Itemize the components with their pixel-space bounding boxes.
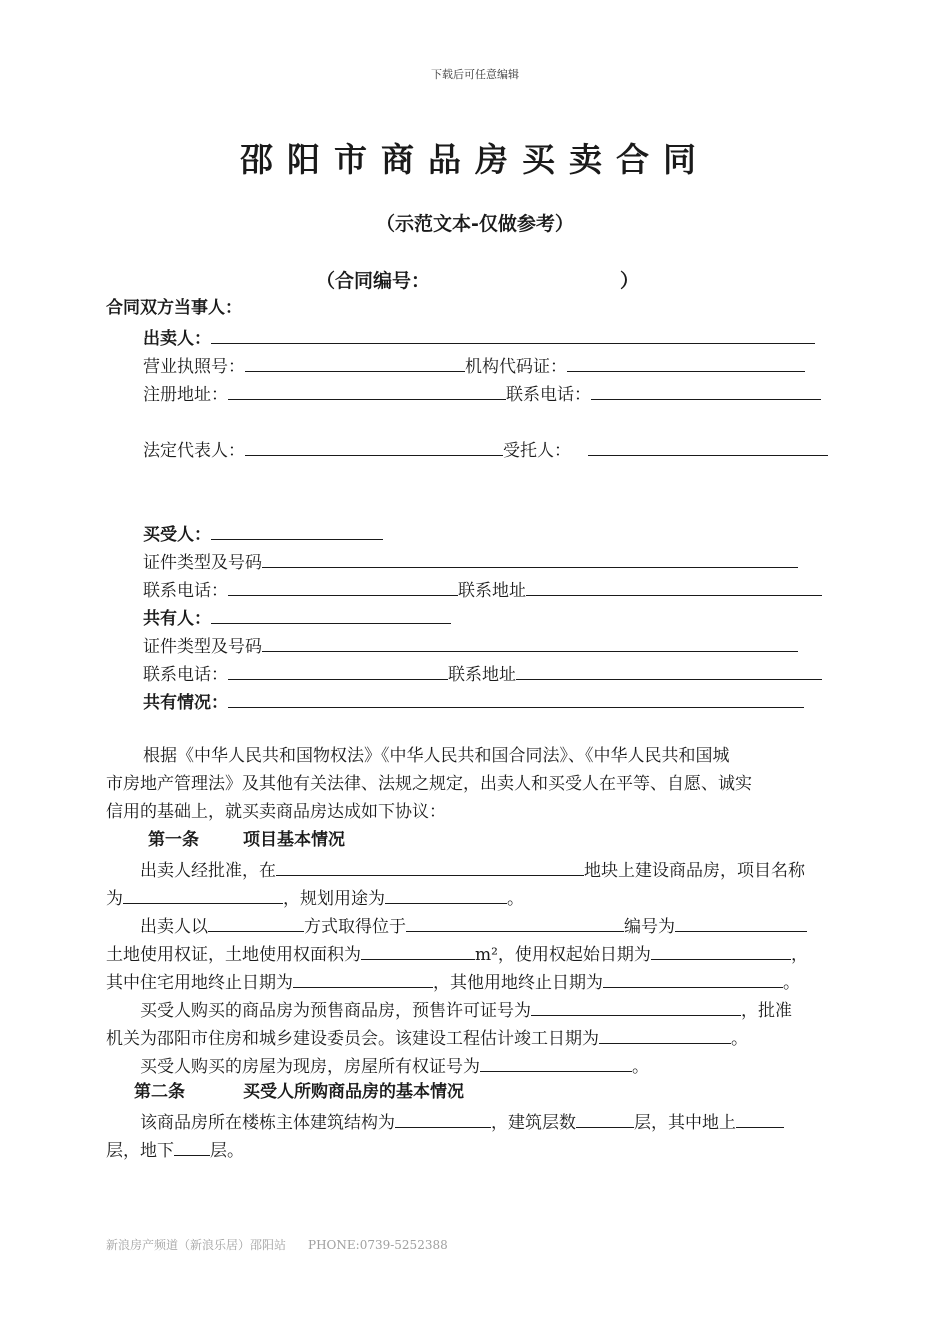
article-1-heading [148, 829, 345, 851]
text: 层。 [210, 1141, 244, 1161]
article-1-p4 [140, 1053, 649, 1078]
text: 层，地下 [106, 1141, 174, 1161]
planned-use-field[interactable] [385, 885, 507, 904]
buyer-phone-label: 联系电话： [143, 581, 228, 601]
seller-license-field[interactable] [245, 353, 465, 372]
text: 其中住宅用地终止日期为 [106, 973, 293, 993]
seller-label: 出卖人： [143, 329, 211, 349]
contract-number [316, 266, 640, 293]
floor-count-field[interactable] [576, 1109, 634, 1128]
completion-date-field[interactable] [599, 1025, 731, 1044]
buyer-contact-row [143, 577, 822, 602]
seller-phone-label: 联系电话： [506, 385, 591, 405]
seller-license-label: 营业执照号： [143, 357, 245, 377]
article-1-title: 项目基本情况 [243, 830, 345, 850]
article-1-p3-line2 [106, 1025, 748, 1050]
co-owner-name-field[interactable] [211, 605, 451, 624]
land-area-field[interactable] [361, 941, 475, 960]
co-owner-status-row [143, 689, 804, 714]
text: 土地使用权证，土地使用权面积为 [106, 945, 361, 965]
article-2-number: 第二条 [134, 1082, 185, 1102]
article-2-p1-line1 [140, 1109, 784, 1134]
co-owner-label: 共有人： [143, 609, 211, 629]
buyer-id-label: 证件类型及号码 [143, 553, 262, 573]
parties-heading: 合同双方当事人： [106, 298, 242, 318]
co-owner-status-field[interactable] [228, 689, 804, 708]
contract-number-label: （合同编号： [316, 270, 431, 292]
text: 。 [507, 889, 524, 909]
text: 方式取得位于 [304, 917, 406, 937]
text: ，其他用地终止日期为 [433, 973, 603, 993]
seller-license-row [143, 353, 805, 378]
seller-agent-label: 受托人： [503, 441, 571, 461]
article-1-p3-line1 [140, 997, 792, 1022]
seller-legal-rep-field[interactable] [245, 437, 503, 456]
article-1-p2-line3 [106, 969, 800, 994]
seller-org-code-label: 机构代码证： [465, 357, 567, 377]
seller-legal-rep-label: 法定代表人： [143, 441, 245, 461]
preamble-line-2: 市房地产管理法》及其他有关法律、法规之规定，出卖人和买受人在平等、自愿、诚实 [106, 774, 752, 794]
building-structure-field[interactable] [395, 1109, 491, 1128]
seller-address-row [143, 381, 821, 406]
seller-org-code-field[interactable] [567, 353, 805, 372]
buyer-address-field[interactable] [526, 577, 822, 596]
buyer-address-label: 联系地址 [458, 581, 526, 601]
article-2-p1-line2 [106, 1137, 244, 1162]
article-1-p1-line1 [140, 857, 805, 882]
article-2-title: 买受人所购商品房的基本情况 [243, 1082, 464, 1102]
buyer-row [143, 521, 383, 546]
contract-number-close: ） [620, 270, 640, 292]
seller-address-field[interactable] [228, 381, 506, 400]
residential-end-date-field[interactable] [293, 969, 433, 988]
seller-address-label: 注册地址： [143, 385, 228, 405]
footer-phone: PHONE:0739-5252388 [308, 1238, 448, 1252]
land-location-field[interactable] [406, 913, 624, 932]
text: 买受人购买的房屋为现房，房屋所有权证号为 [140, 1057, 480, 1077]
text: 为 [106, 889, 123, 909]
text: 买受人购买的商品房为预售商品房，预售许可证号为 [140, 1001, 531, 1021]
text: 出卖人经批准，在 [140, 861, 276, 881]
co-owner-phone-label: 联系电话： [143, 665, 228, 685]
buyer-label: 买受人： [143, 525, 211, 545]
acquisition-method-field[interactable] [208, 913, 304, 932]
article-1-p2-line1 [140, 913, 807, 938]
co-owner-address-label: 联系地址 [448, 665, 516, 685]
text: 机关为邵阳市住房和城乡建设委员会。该建设工程估计竣工日期为 [106, 1029, 599, 1049]
buyer-name-field[interactable] [211, 521, 383, 540]
seller-agent-field[interactable] [588, 437, 828, 456]
text: 。 [783, 973, 800, 993]
text: 编号为 [624, 917, 675, 937]
co-owner-id-label: 证件类型及号码 [143, 637, 262, 657]
footer-source: 新浪房产频道（新浪乐居）邵阳站 [106, 1238, 287, 1252]
project-name-field[interactable] [123, 885, 283, 904]
preamble-line-3: 信用的基础上，就买卖商品房达成如下协议： [106, 802, 446, 822]
text: 该商品房所在楼栋主体建筑结构为 [140, 1113, 395, 1133]
seller-row [143, 325, 815, 350]
co-owner-contact-row [143, 661, 822, 686]
article-1-p2-line2 [106, 941, 808, 966]
document-subtitle: （示范文本-仅做参考） [376, 213, 574, 235]
article-2-heading [134, 1081, 464, 1103]
header-note: 下载后可任意编辑 [431, 68, 519, 81]
text: m²，使用权起始日期为 [475, 945, 651, 965]
text: 。 [632, 1057, 649, 1077]
text: 出卖人以 [140, 917, 208, 937]
buyer-phone-field[interactable] [228, 577, 458, 596]
article-1-number: 第一条 [148, 830, 199, 850]
seller-name-field[interactable] [211, 325, 815, 344]
co-owner-phone-field[interactable] [228, 661, 448, 680]
co-owner-id-field[interactable] [262, 633, 798, 652]
text: 地块上建设商品房，项目名称 [584, 861, 805, 881]
seller-phone-field[interactable] [591, 381, 821, 400]
floors-above-field[interactable] [736, 1109, 784, 1128]
presale-permit-field[interactable] [531, 997, 741, 1016]
co-owner-address-field[interactable] [516, 661, 822, 680]
other-end-date-field[interactable] [603, 969, 783, 988]
text: ， [790, 945, 808, 965]
buyer-id-row [143, 549, 798, 574]
co-owner-status-label: 共有情况： [143, 693, 228, 713]
land-parcel-field[interactable] [276, 857, 584, 876]
text: 层，其中地上 [634, 1113, 736, 1133]
co-owner-row [143, 605, 451, 630]
footer [106, 1236, 448, 1253]
land-cert-number-field[interactable] [675, 913, 807, 932]
text: 。 [731, 1029, 748, 1049]
text: ，规划用途为 [283, 889, 385, 909]
document-title: 邵阳市商品房买卖合同 [240, 140, 710, 179]
use-start-date-field[interactable] [651, 941, 791, 960]
co-owner-id-row [143, 633, 798, 658]
article-1-p1-line2 [106, 885, 524, 910]
preamble-line-1: 根据《中华人民共和国物权法》《中华人民共和国合同法》、《中华人民共和国城 [143, 746, 730, 766]
text: ，建筑层数 [491, 1113, 576, 1133]
seller-rep-row [143, 437, 828, 462]
buyer-id-field[interactable] [262, 549, 798, 568]
floors-below-field[interactable] [174, 1137, 210, 1156]
ownership-cert-field[interactable] [480, 1053, 632, 1072]
text: ，批准 [741, 1001, 792, 1021]
